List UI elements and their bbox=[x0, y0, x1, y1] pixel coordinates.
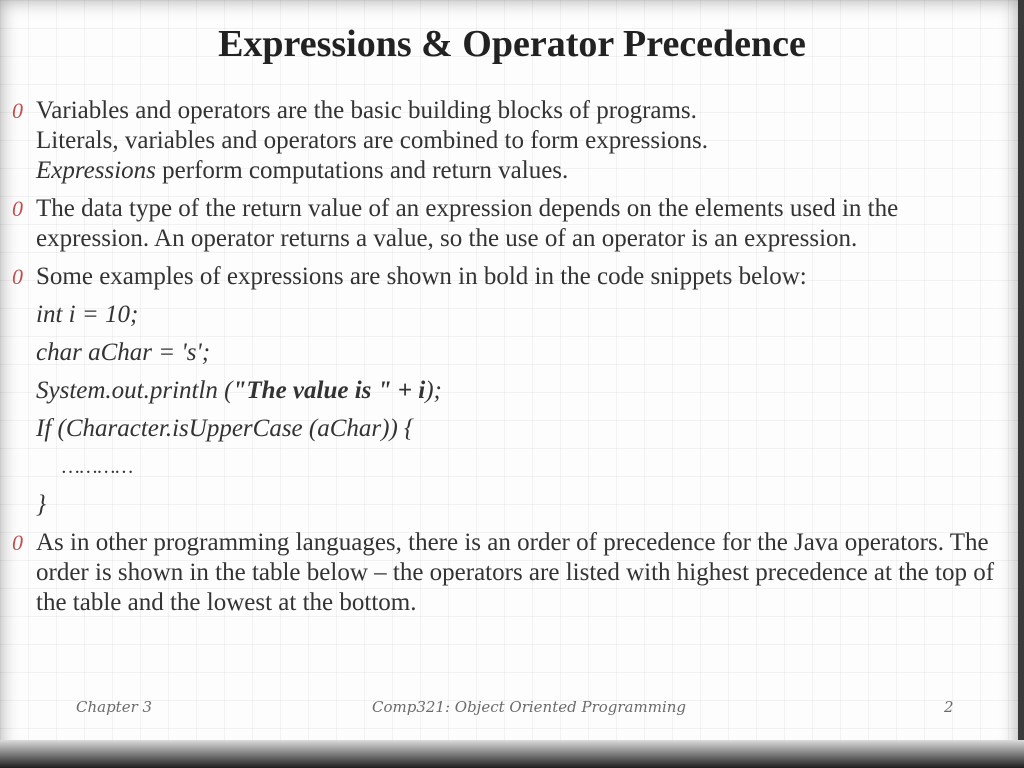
bullet-item bbox=[0, 262, 1020, 292]
slide-content bbox=[0, 96, 1020, 626]
bullet-text-line: Literals, variables and operators are combined to form expressions. bbox=[36, 127, 708, 154]
slide-title: Expressions & Operator Precedence bbox=[218, 23, 806, 65]
code-line: ………… bbox=[62, 456, 134, 478]
bullet-marker: 0 bbox=[12, 530, 23, 555]
bullet-marker: 0 bbox=[12, 264, 23, 289]
bullet-marker: 0 bbox=[12, 196, 23, 221]
code-text: ); bbox=[425, 377, 442, 404]
code-line: } bbox=[36, 491, 46, 518]
footer-page-number: 2 bbox=[944, 698, 954, 716]
code-line bbox=[0, 376, 1020, 406]
code-expression-bold: "The value is " + i bbox=[232, 377, 426, 404]
footer-chapter: Chapter 3 bbox=[76, 698, 153, 716]
bullet-text: The data type of the return value of an expression depends on the elements used in the expression. An operator returns a value, so the use of an operator is an expression. bbox=[36, 195, 899, 252]
bullet-text: Some examples of expressions are shown in bold in the code snippets below: bbox=[36, 263, 807, 290]
bullet-text: As in other programming languages, there is an order of precedence for the Java operators. The order is shown in the table below – the operators are listed with highest precedence at the top of the table and the lowest at the bottom. bbox=[36, 529, 995, 616]
code-text: System.out.println ( bbox=[36, 377, 233, 404]
bullet-marker: 0 bbox=[12, 98, 23, 123]
slide-bottom-shadow bbox=[0, 740, 1024, 768]
bullet-item bbox=[0, 528, 1020, 618]
emphasis-text: Expressions bbox=[36, 157, 156, 184]
bullet-text-line bbox=[36, 156, 1010, 186]
code-line: char aChar = 's'; bbox=[36, 339, 211, 366]
bullet-item bbox=[0, 96, 1020, 186]
bullet-text: perform computations and return values. bbox=[155, 157, 569, 184]
footer-course: Comp321: Object Oriented Programming bbox=[372, 698, 687, 716]
code-line: If (Character.isUpperCase (aChar)) { bbox=[36, 415, 415, 442]
bullet-item bbox=[0, 194, 1020, 254]
bullet-text-line: Variables and operators are the basic building blocks of programs. bbox=[36, 97, 697, 124]
code-line: int i = 10; bbox=[36, 301, 139, 328]
